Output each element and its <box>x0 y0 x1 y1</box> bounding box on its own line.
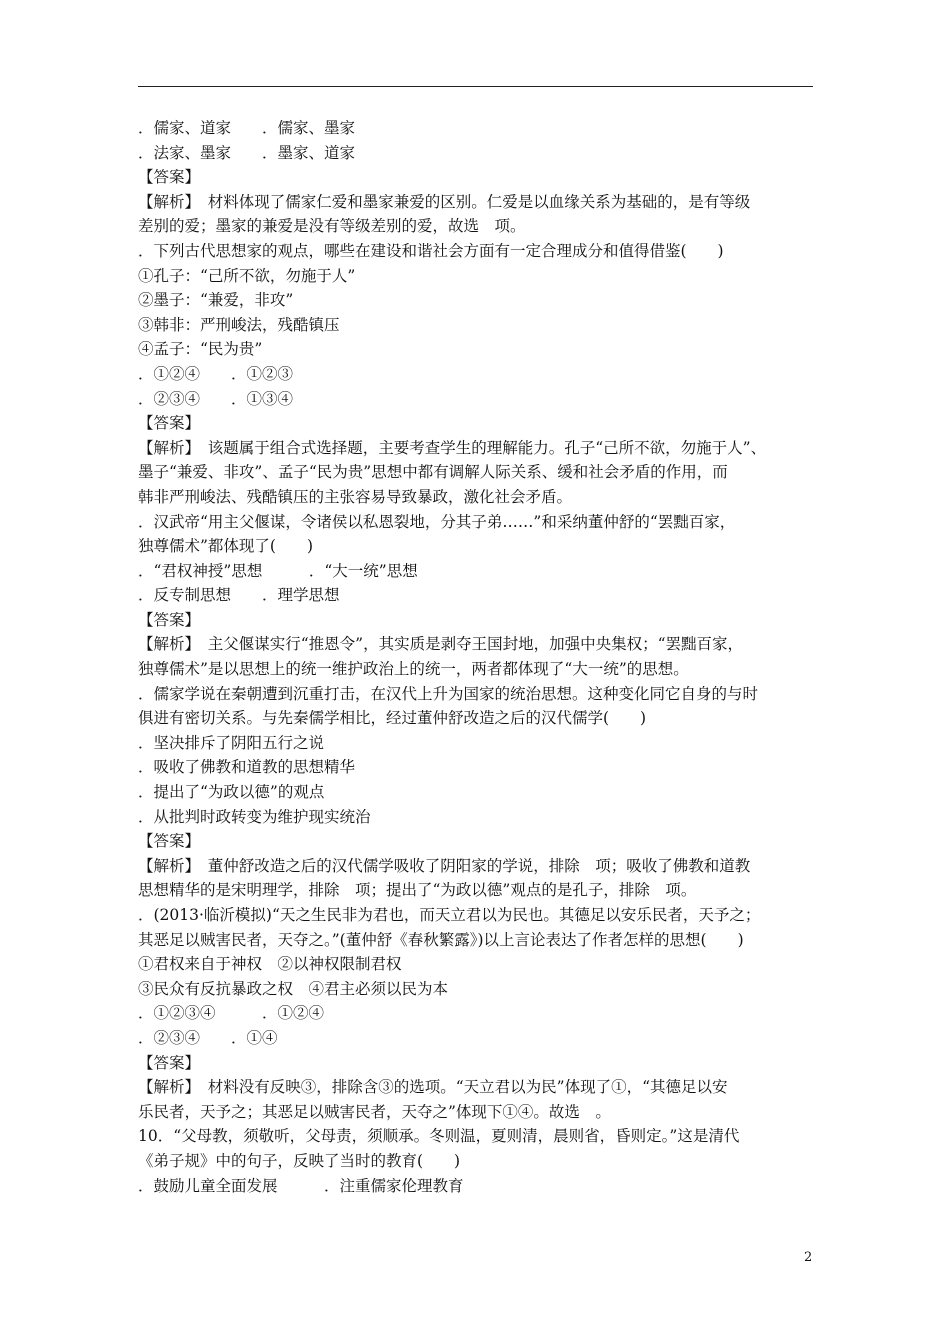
text-line: ①孔子：“己所不欲，勿施于人” <box>138 266 356 285</box>
text-line: ．吸收了佛教和道教的思想精华 <box>138 758 356 777</box>
text-line: 【解析】 材料体现了儒家仁爱和墨家兼爱的区别。仁爱是以血缘关系为基础的，是有等级 <box>138 192 751 211</box>
text-line: ．从批判时政转变为维护现实统治 <box>138 807 371 826</box>
text-line: ．提出了“为政以德”的观点 <box>138 783 325 802</box>
text-line: 《弟子规》中的句子，反映了当时的教育( ) <box>138 1151 461 1170</box>
text-line: 【答案】 <box>138 168 201 187</box>
text-line: 韩非严刑峻法、残酷镇压的主张容易导致暴政，激化社会矛盾。 <box>138 487 573 506</box>
text-line: ．(2013·临沂模拟)“天之生民非为君也，而天立君以为民也。其德足以安乐民者，天予之； <box>138 906 761 924</box>
text-line: ．汉武帝“用主父偃谋，令诸侯以私恩裂地，分其子弟……”和采纳董仲舒的“罢黜百家， <box>138 512 736 531</box>
header-rule <box>138 86 813 87</box>
text-line: ．儒家学说在秦朝遭到沉重打击，在汉代上升为国家的统治思想。这种变化同它自身的与时 <box>138 684 759 703</box>
text-line: 10．“父母教，须敬听，父母责，须顺承。冬则温，夏则清，晨则省，昏则定。”这是清代 <box>138 1127 740 1146</box>
text-line: ．①②③④ ．①②④ <box>138 1004 325 1023</box>
text-line: ．“君权神授”思想 ．“大一统”思想 <box>138 561 418 580</box>
text-line: ②墨子：“兼爱，非攻” <box>138 291 294 310</box>
text-line: ．鼓励儿童全面发展 ．注重儒家伦理教育 <box>138 1176 464 1195</box>
text-line: ．②③④ ．①④ <box>138 1028 278 1047</box>
text-line: 独尊儒术”是以思想上的统一维护政治上的统一，两者都体现了“大一统”的思想。 <box>138 660 689 679</box>
text-line: 【解析】 该题属于组合式选择题，主要考查学生的理解能力。孔子“己所不欲，勿施于人”、 <box>138 438 767 457</box>
document-body <box>138 116 814 1198</box>
text-line: ．法家、墨家 ．墨家、道家 <box>138 143 356 162</box>
text-line: ．①②④ ．①②③ <box>138 364 294 383</box>
page-number: 2 <box>804 1250 813 1265</box>
text-line: 【答案】 <box>138 832 201 851</box>
text-line: 差别的爱；墨家的兼爱是没有等级差别的爱，故选 项。 <box>138 217 526 236</box>
text-line: 【答案】 <box>138 1053 201 1072</box>
text-line: ．儒家、道家 ．儒家、墨家 <box>138 119 356 137</box>
text-line: ③韩非：严刑峻法，残酷镇压 <box>138 315 340 334</box>
text-line: ．②③④ ．①③④ <box>138 389 294 408</box>
text-line: 【答案】 <box>138 610 201 629</box>
text-line: 【解析】 材料没有反映③，排除含③的选项。“天立君以为民”体现了①，“其德足以安 <box>138 1078 728 1097</box>
text-line: ③民众有反抗暴政之权 ④君主必须以民为本 <box>138 979 449 998</box>
text-line: 独尊儒术”都体现了( ) <box>138 537 314 556</box>
text-line: 其恶足以贼害民者，天夺之。”(董仲舒《春秋繁露》)以上言论表达了作者怎样的思想( ) <box>138 930 744 949</box>
text-line: 思想精华的是宋明理学，排除 项；提出了“为政以德”观点的是孔子，排除 项。 <box>138 881 697 900</box>
text-line: 乐民者，天予之；其恶足以贼害民者，天夺之”体现下①④。故选 。 <box>138 1102 611 1121</box>
text-line: ．反专制思想 ．理学思想 <box>138 586 340 605</box>
text-line: 俱进有密切关系。与先秦儒学相比，经过董仲舒改造之后的汉代儒学( ) <box>138 709 647 728</box>
text-line: 【解析】 董仲舒改造之后的汉代儒学吸收了阴阳家的学说，排除 项；吸收了佛教和道教 <box>138 856 751 875</box>
text-line: 【解析】 主父偃谋实行“推恩令”，其实质是剥夺王国封地，加强中央集权；“罢黜百家， <box>138 635 744 654</box>
text-line: 墨子“兼爱、非攻”、孟子“民为贵”思想中都有调解人际关系、缓和社会矛盾的作用，而 <box>138 463 728 482</box>
text-line: ．下列古代思想家的观点，哪些在建设和谐社会方面有一定合理成分和值得借鉴( ) <box>138 241 724 260</box>
text-line: ．坚决排斥了阴阳五行之说 <box>138 733 325 752</box>
text-line: 【答案】 <box>138 414 201 433</box>
text-line: ①君权来自于神权 ②以神权限制君权 <box>138 955 402 974</box>
text-line: ④孟子：“民为贵” <box>138 340 263 359</box>
